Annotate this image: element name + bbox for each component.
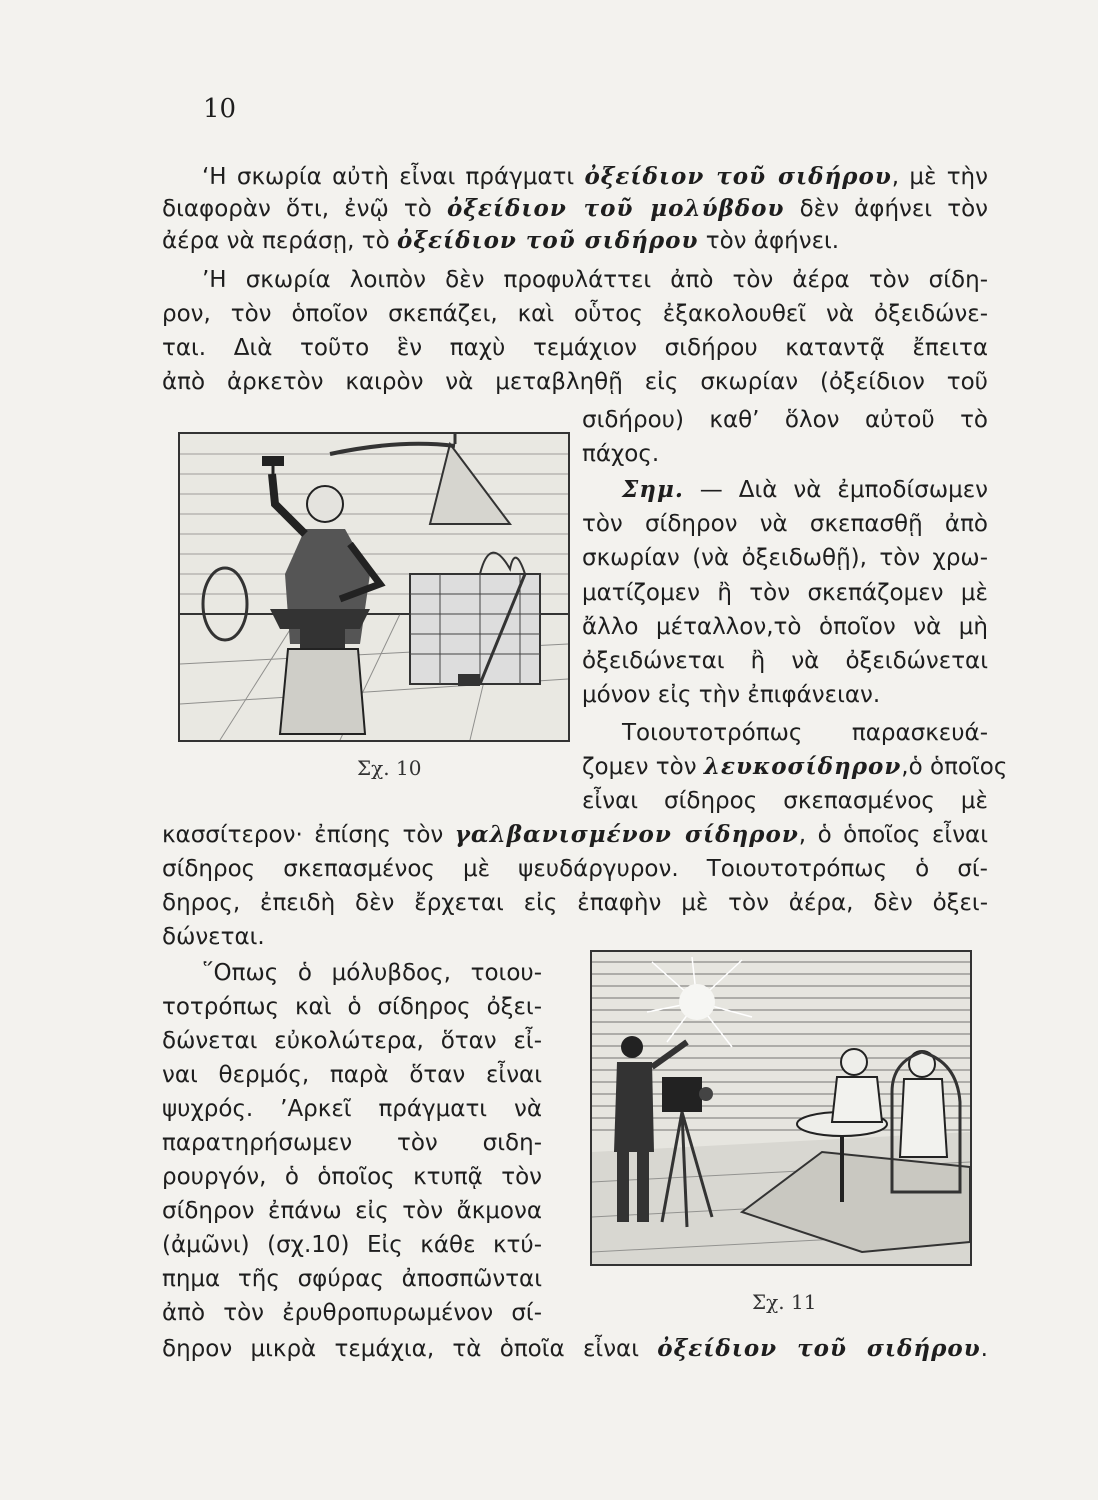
emphasis-term: λευκοσίδηρον	[703, 753, 902, 780]
figure-11-caption: Σχ. 11	[752, 1290, 817, 1314]
figure-10-image	[178, 432, 570, 742]
text-line: ἄλλο μέταλλον,τὸ ὁποῖον νὰ μὴ	[582, 614, 988, 640]
emphasis-term: ὀξείδιον τοῦ μολύβδου	[446, 195, 785, 222]
emphasis-term: ὀξείδιον τοῦ σιδήρου	[584, 163, 892, 190]
text-line: σίδηρος σκεπασμένος μὲ ψευδάργυρον. Τοιουτοτρόπως ὁ σί-	[162, 856, 988, 882]
text-line: Σημ. — Διὰ νὰ ἐμποδίσωμεν	[622, 476, 988, 503]
text-line: ἀπὸ τὸν ἐρυθροπυρωμένον σί-	[162, 1300, 542, 1326]
text-line: μόνον εἰς τὴν ἐπιφάνειαν.	[582, 682, 881, 708]
emphasis-term: Σημ.	[622, 476, 684, 503]
photographer-studio-illustration	[592, 952, 970, 1264]
figure-11-image	[590, 950, 972, 1266]
text-line: ρουργόν, ὁ ὁποῖος κτυπᾷ τὸν	[162, 1164, 542, 1190]
emphasis-term: ὀξείδιον τοῦ σιδήρου	[397, 227, 699, 254]
text-line: σκωρίαν (νὰ ὀξειδωθῇ), τὸν χρω-	[582, 545, 988, 571]
text-line: σιδήρου) καθ’ ὅλον αὐτοῦ τὸ	[582, 407, 988, 433]
text-line: ματίζομεν ἢ τὸν σκεπάζομεν μὲ	[582, 580, 988, 606]
text-line: κασσίτερον· ἐπίσης τὸν γαλβανισμένον σίδηρον, ὁ ὁποῖος εἶναι	[162, 821, 988, 848]
text-line: ται. Διὰ τοῦτο ἓν παχὺ τεμάχιον σιδήρου καταντᾷ ἔπειτα	[162, 335, 988, 361]
figure-10-caption: Σχ. 10	[357, 756, 422, 780]
text-line: ἀπὸ ἀρκετὸν καιρὸν νὰ μεταβληθῇ εἰς σκωρίαν (ὀξείδιον τοῦ	[162, 369, 988, 395]
text-line: τὸν σίδηρον νὰ σκεπασθῇ ἀπὸ	[582, 511, 988, 537]
text-line: εἶναι σίδηρος σκεπασμένος μὲ	[582, 788, 988, 814]
text-line-last: δηρον μικρὰ τεμάχια, τὰ ὁποῖα εἶναι ὀξείδιον τοῦ σιδήρου.	[162, 1335, 988, 1362]
text-line: ῞Οπως ὁ μόλυβδος, τοιου-	[202, 960, 542, 986]
text-line: σίδηρον ἐπάνω εἰς τὸν ἄκμονα	[162, 1198, 542, 1224]
text-line: Τοιουτοτρόπως παρασκευά-	[622, 720, 988, 746]
text-line: ναι θερμός, παρὰ ὅταν εἶναι	[162, 1062, 542, 1088]
text-line: ἀέρα νὰ περάσῃ, τὸ ὀξείδιον τοῦ σιδήρου τὸν ἀφήνει.	[162, 227, 840, 254]
text-line: διαφορὰν ὅτι, ἐνῷ τὸ ὀξείδιον τοῦ μολύβδου δὲν ἀφήνει τὸν	[162, 195, 988, 222]
text-line: παρατηρήσωμεν τὸν σιδη-	[162, 1130, 542, 1156]
text-line: ’Η σκωρία λοιπὸν δὲν προφυλάττει ἀπὸ τὸν ἀέρα τὸν σίδη-	[202, 267, 988, 293]
text-line: πημα τῆς σφύρας ἀποσπῶνται	[162, 1266, 542, 1292]
text-line: δώνεται.	[162, 924, 265, 950]
text-line: δώνεται εὐκολώτερα, ὅταν εἶ-	[162, 1028, 542, 1054]
emphasis-term: ὀξείδιον τοῦ σιδήρου	[657, 1335, 981, 1362]
blacksmith-anvil-illustration	[180, 434, 568, 740]
text-line: ‘Η σκωρία αὐτὴ εἶναι πράγματι ὀξείδιον τοῦ σιδήρου, μὲ τὴν	[202, 163, 988, 190]
text-line: ψυχρός. ’Αρκεῖ πράγματι νὰ	[162, 1096, 542, 1122]
text-line: (ἀμῶνι) (σχ.10) Εἰς κάθε κτύ-	[162, 1232, 542, 1258]
page-number: 10	[203, 94, 237, 124]
text-line: πάχος.	[582, 441, 660, 467]
emphasis-term: γαλβανισμένον σίδηρον	[454, 821, 799, 848]
text-line: τοτρόπως καὶ ὁ σίδηρος ὀξει-	[162, 994, 542, 1020]
text-line: ὀξειδώνεται ἢ νὰ ὀξειδώνεται	[582, 648, 988, 674]
text-line: δηρος, ἐπειδὴ δὲν ἔρχεται εἰς ἐπαφὴν μὲ τὸν ἀέρα, δὲν ὀξει-	[162, 890, 988, 916]
text-line: ρον, τὸν ὁποῖον σκεπάζει, καὶ οὗτος ἐξακολουθεῖ νὰ ὀξειδώνε-	[162, 301, 988, 327]
text-line: ζομεν τὸν λευκοσίδηρον,ὁ ὁποῖος	[582, 753, 1008, 780]
